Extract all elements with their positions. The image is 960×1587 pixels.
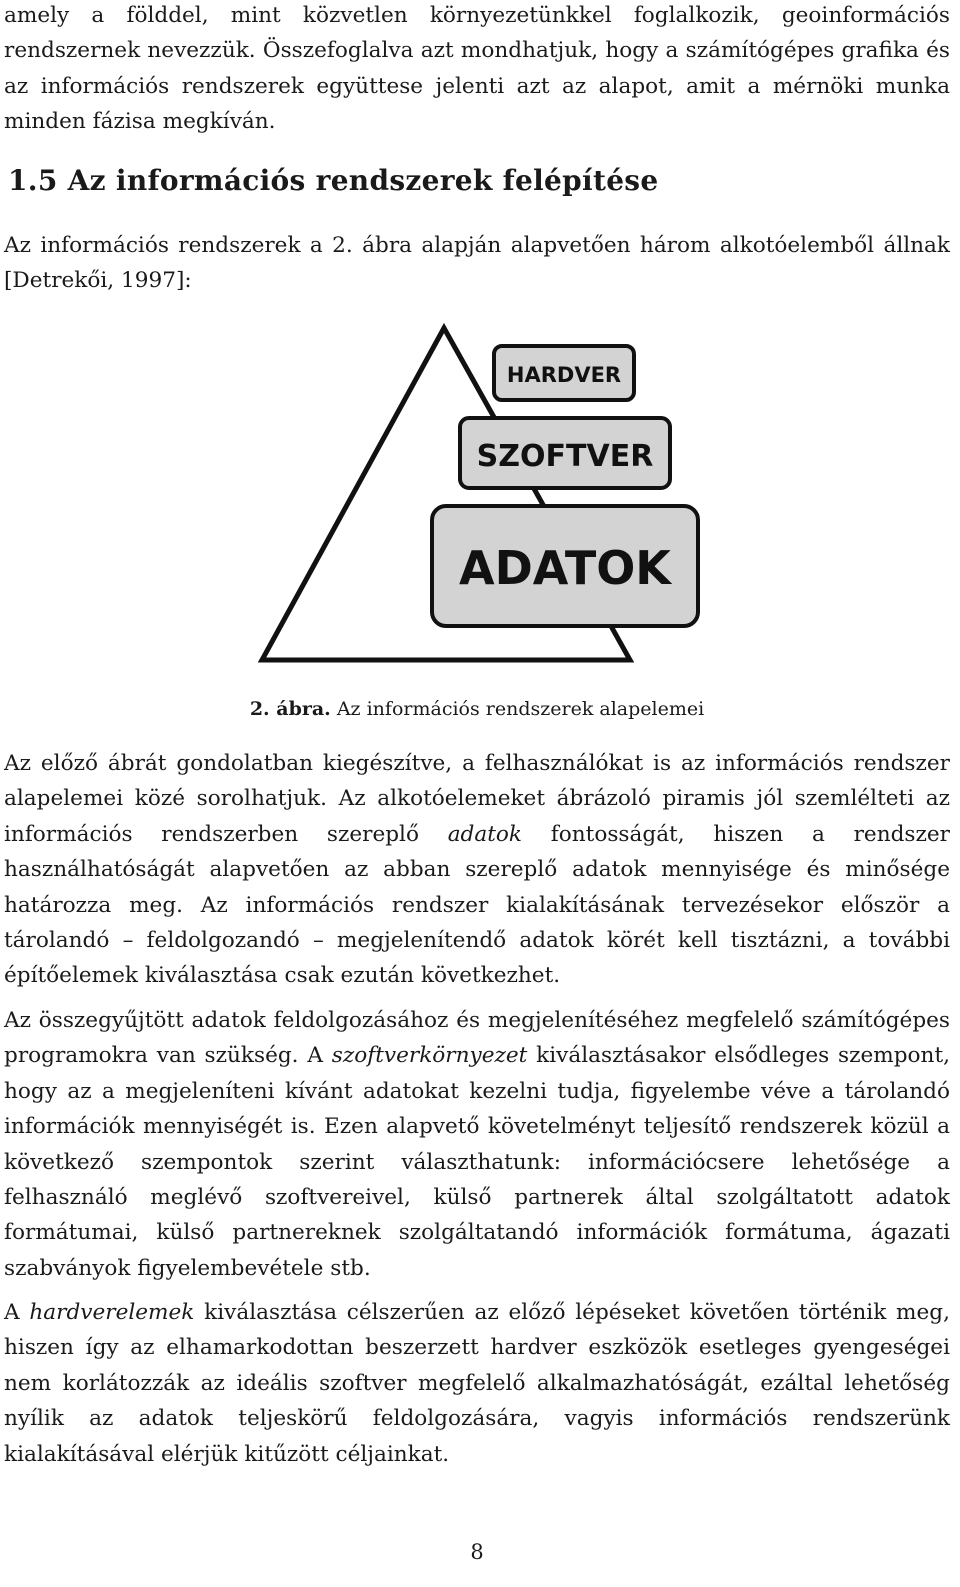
paragraph-hardware	[4, 1295, 950, 1472]
paragraph-users-text-a: Az előző ábrát gondolatban kiegészítve, a felhasználókat is az információs rendszer alapelemei közé sorolhatjuk. Az alkotóelemeket ábrázoló piramis jól szemlélteti az információs rendszerben szereplő	[4, 751, 950, 847]
pyramid-figure	[254, 322, 714, 672]
section-heading: 1.5 Az információs rendszerek felépítése	[8, 164, 659, 197]
paragraph-software	[4, 1003, 950, 1286]
section-intro-paragraph: Az információs rendszerek a 2. ábra alapján alapvetően három alkotóelemből állnak [Detrekői, 1997]:	[4, 233, 950, 294]
paragraph-software-emphasis: szoftverkörnyezet	[331, 1043, 528, 1069]
figure-caption-text: Az információs rendszerek alapelemei	[330, 698, 705, 720]
intro-paragraph: amely a földdel, mint közvetlen környezetünkkel foglalkozik, geoinformációs rendszernek nevezzük. Összefoglalva azt mondhatjuk, hogy a számítógépes grafika és az információs rendszerek együttese jelenti azt az alapot, amit a mérnöki munka minden fázisa megkíván.	[4, 3, 950, 135]
figure-caption	[4, 694, 950, 724]
paragraph-hardware-text-a: A	[4, 1300, 30, 1325]
paragraph-users-emphasis: adatok	[447, 821, 523, 847]
paragraph-software-text-a: Az összegyűjtött adatok feldolgozásához és megjelenítéséhez megfelelő számítógépes programokra van szükség. A	[4, 1008, 950, 1069]
hardver-label: HARDVER	[506, 363, 622, 387]
paragraph-users	[4, 746, 950, 994]
figure-caption-label: 2. ábra.	[249, 698, 331, 720]
paragraph-hardware-emphasis: hardverelemek	[29, 1300, 195, 1325]
pyramid-diagram	[254, 322, 714, 672]
paragraph-hardware-text-b: kiválasztása célszerűen az előző lépéseket követően történik meg, hiszen így az elhamarkodottan beszerzett hardver eszközök esetleges gyengeségei nem korlátozzák az ideális szoftver megfelelő alkalmazhatóságát, ezáltal lehetőség nyílik az adatok teljeskörű feldolgozására, vagyis információs rendszerünk kialakításával elérjük kitűzött céljainkat.	[4, 1300, 950, 1467]
page-number: 8	[470, 1540, 484, 1564]
paragraph-users-text-b: fontosságát, hiszen a rendszer használhatóságát alapvetően az abban szereplő adatok mennyisége és minősége határozza meg. Az információs rendszer kialakításának tervezésekor először a tárolandó – feldolgozandó – megjelenítendő adatok körét kell tisztázni, a további építőelemek kiválasztása csak ezután következhet.	[4, 821, 950, 989]
paragraph-software-text-b: kiválasztásakor elsődleges szempont, hogy az a megjeleníteni kívánt adatokat kezelni tudja, figyelembe véve a tárolandó információk mennyiségét is. Ezen alapvető követelményt teljesítő rendszerek közül a következő szempontok szerint választhatunk: információcsere lehetősége a felhasználó meglévő szoftvereivel, külső partnerek által szolgáltatott adatok formátumai, külső partnereknek szolgáltatandó információk formátuma, ágazati szabványok figyelembevétele stb.	[4, 1043, 950, 1281]
adatok-label: ADATOK	[459, 541, 671, 595]
szoftver-label: SZOFTVER	[476, 439, 654, 474]
